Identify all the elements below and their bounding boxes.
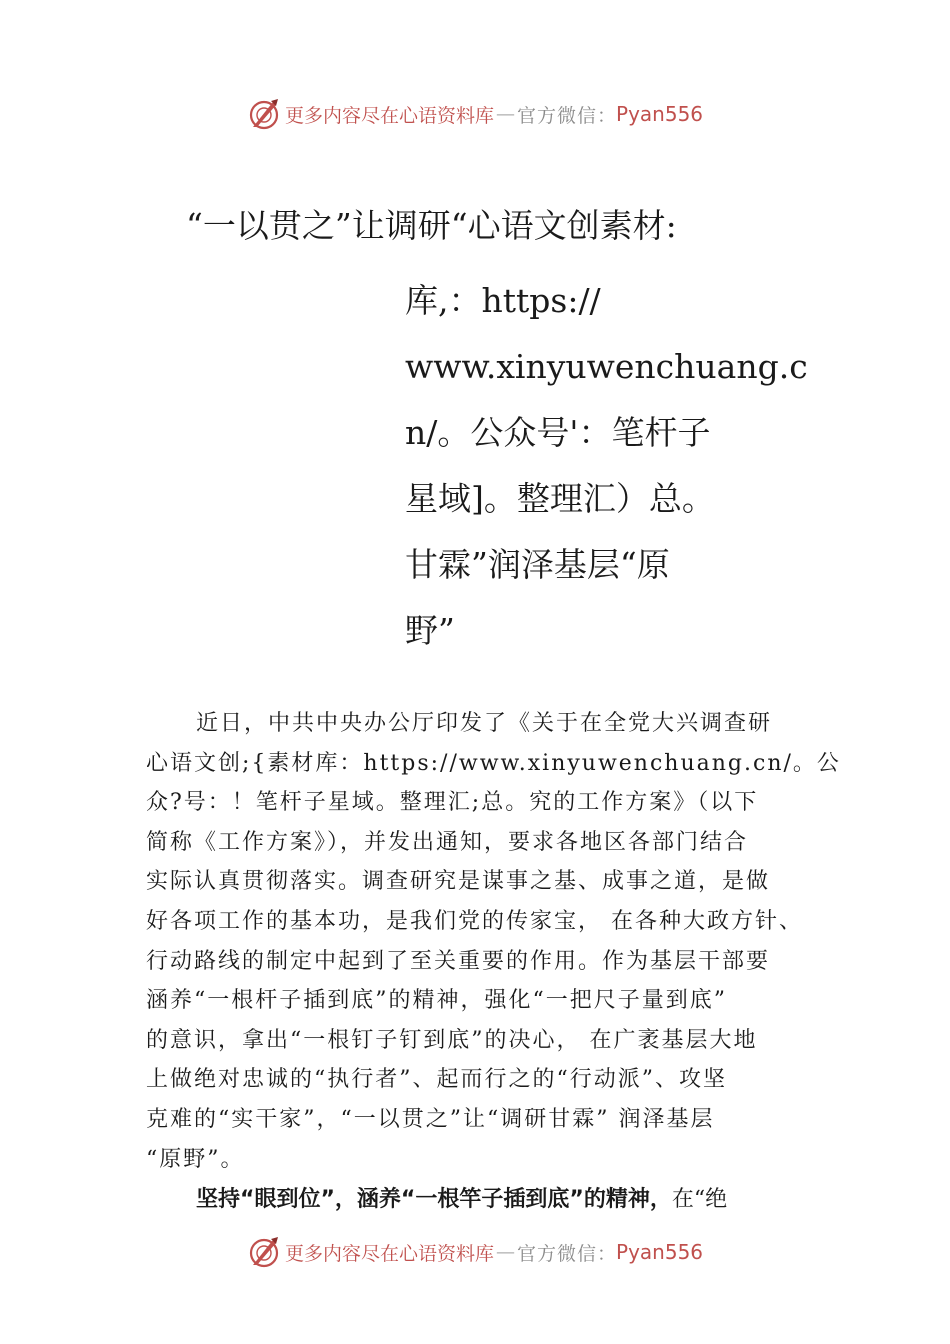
body-line: 好各项工作的基本功，是我们党的传家宝， 在各种大政方针、 <box>146 908 803 934</box>
body-line: 实际认真贯彻落实。调查研究是谋事之基、成事之道，是做 <box>146 869 771 895</box>
wechat-id: Pyan556 <box>616 102 704 126</box>
document-title-continuation <box>405 268 808 664</box>
section-heading-normal: 在“绝 <box>671 1187 728 1212</box>
site-name: 更多内容尽在心语资料库 <box>284 1242 494 1265</box>
footer-banner <box>0 1232 950 1272</box>
title-line: www.xinyuwenchuang.c <box>405 347 808 386</box>
wechat-label: 官方微信 <box>516 104 597 127</box>
separator-dash: — <box>495 103 515 125</box>
header-banner <box>0 94 950 134</box>
body-line: 的意识，拿出“一根钉子钉到底”的决心， 在广袤基层大地 <box>146 1027 758 1053</box>
quill-logo-icon <box>247 1235 281 1269</box>
document-title-line-1: “一以贯之”让调研“心语文创素材: <box>186 206 677 245</box>
body-line: 涵养“一根杆子插到底”的精神，强化“一把尺子量到底” <box>146 988 727 1014</box>
body-paragraph <box>146 704 841 1179</box>
title-line: 星域]。整理汇）总。 <box>405 479 715 518</box>
title-line: 库,：https:// <box>405 281 601 320</box>
separator-dash: — <box>495 1241 515 1263</box>
quill-logo-icon <box>247 97 281 131</box>
wechat-colon: ： <box>597 1242 617 1265</box>
title-line: n/。公众号'：笔杆子 <box>405 413 711 452</box>
body-line: 克难的“实干家”，“一以贯之”让“调研甘霖” 润泽基层 <box>146 1106 715 1132</box>
body-line: 近日，中共中央办公厅印发了《关于在全党大兴调查研 <box>196 711 773 736</box>
body-line: 上做绝对忠诚的“执行者”、起而行之的“行动派”、攻坚 <box>146 1067 727 1093</box>
body-line: 众?号：！笔杆子星域。整理汇;总。究的工作方案》（以下 <box>146 790 759 816</box>
wechat-colon: ： <box>597 104 617 127</box>
body-line: 简称《工作方案》），并发出通知，要求各地区各部门结合 <box>146 829 749 855</box>
title-line: 甘霖”润泽基层“原 <box>405 545 670 584</box>
body-line: “原野”。 <box>146 1146 245 1172</box>
title-line: 野” <box>405 611 455 650</box>
body-line: 心语文创;{素材库：https://www.xinyuwenchuang.cn/。公 <box>146 750 841 776</box>
section-heading-line <box>196 1180 836 1220</box>
wechat-id: Pyan556 <box>616 1240 704 1264</box>
body-line: 行动路线的制定中起到了至关重要的作用。作为基层干部要 <box>146 948 771 974</box>
section-heading-bold: 坚持“眼到位”，涵养“一根竿子插到底”的精神， <box>196 1187 672 1212</box>
site-name: 更多内容尽在心语资料库 <box>284 104 494 127</box>
wechat-label: 官方微信 <box>516 1242 597 1265</box>
